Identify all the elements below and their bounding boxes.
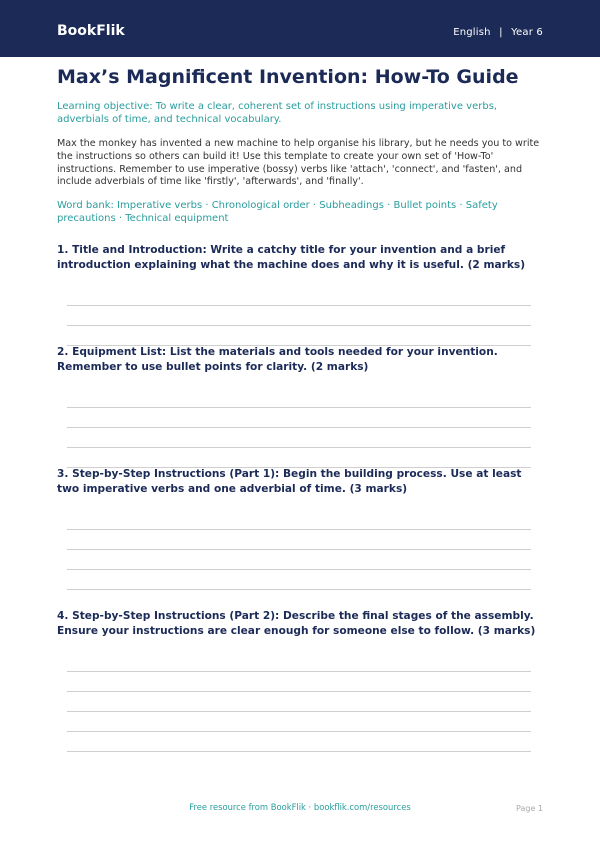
learning-objective: Learning objective: To write a clear, coherent set of instructions using imperative verbs, adverbials of time, and technical vocabulary. (57, 101, 498, 125)
answer-line-q4-4[interactable] (67, 731, 531, 732)
answer-line-q1-2[interactable] (67, 325, 531, 326)
subject-separator: | (499, 27, 503, 38)
page-header (0, 0, 600, 57)
answer-line-q4-3[interactable] (67, 711, 531, 712)
answer-line-q3-2[interactable] (67, 549, 531, 550)
worksheet-title: Max’s Magnificent Invention: How-To Guide (57, 66, 519, 88)
question-3-text: 3. Step-by-Step Instructions (Part 1): Begin the building process. Use at least two imperative verbs and one adverbial of time. (3 marks) (57, 468, 522, 495)
answer-line-q3-1[interactable] (67, 529, 531, 530)
intro-paragraph: Max the monkey has invented a new machine to help organise his library, but he needs you to write the instructions so others can build it! Use this template to create your own set of 'How-To' instructions. Remember to use imperative (bossy) verbs like 'attach', 'connect', and 'fasten', and include adverbials of time like 'firstly', 'afterwards', and 'finally'. (57, 138, 540, 188)
answer-line-q1-1[interactable] (67, 305, 531, 306)
year-label: Year 6 (511, 27, 543, 38)
answer-line-q4-2[interactable] (67, 691, 531, 692)
word-bank: Word bank: Imperative verbs · Chronological order · Subheadings · Bullet points · Safety precautions · Technical equipment (57, 200, 498, 224)
answer-line-q3-3[interactable] (67, 569, 531, 570)
answer-line-q2-2[interactable] (67, 427, 531, 428)
question-2-text: 2. Equipment List: List the materials and tools needed for your invention. Remember to use bullet points for clarity. (2 marks) (57, 346, 498, 373)
subject-label: English (453, 27, 491, 38)
answer-line-q2-1[interactable] (67, 407, 531, 408)
answer-line-q4-5[interactable] (67, 751, 531, 752)
question-1-text: 1. Title and Introduction: Write a catchy title for your invention and a brief introduction explaining what the machine does and why it is useful. (2 marks) (57, 244, 526, 271)
answer-line-q2-3[interactable] (67, 447, 531, 448)
question-4-text: 4. Step-by-Step Instructions (Part 2): Describe the final stages of the assembly. Ensure your instructions are clear enough for someone else to follow. (3 marks) (57, 610, 536, 637)
page-number: Page 1 (516, 804, 543, 813)
subject-year-label (453, 27, 543, 39)
footer-credit: Free resource from BookFlik · bookflik.com/resources (189, 802, 411, 812)
brand-logo: BookFlik (57, 23, 125, 39)
answer-line-q3-4[interactable] (67, 589, 531, 590)
answer-line-q4-1[interactable] (67, 671, 531, 672)
